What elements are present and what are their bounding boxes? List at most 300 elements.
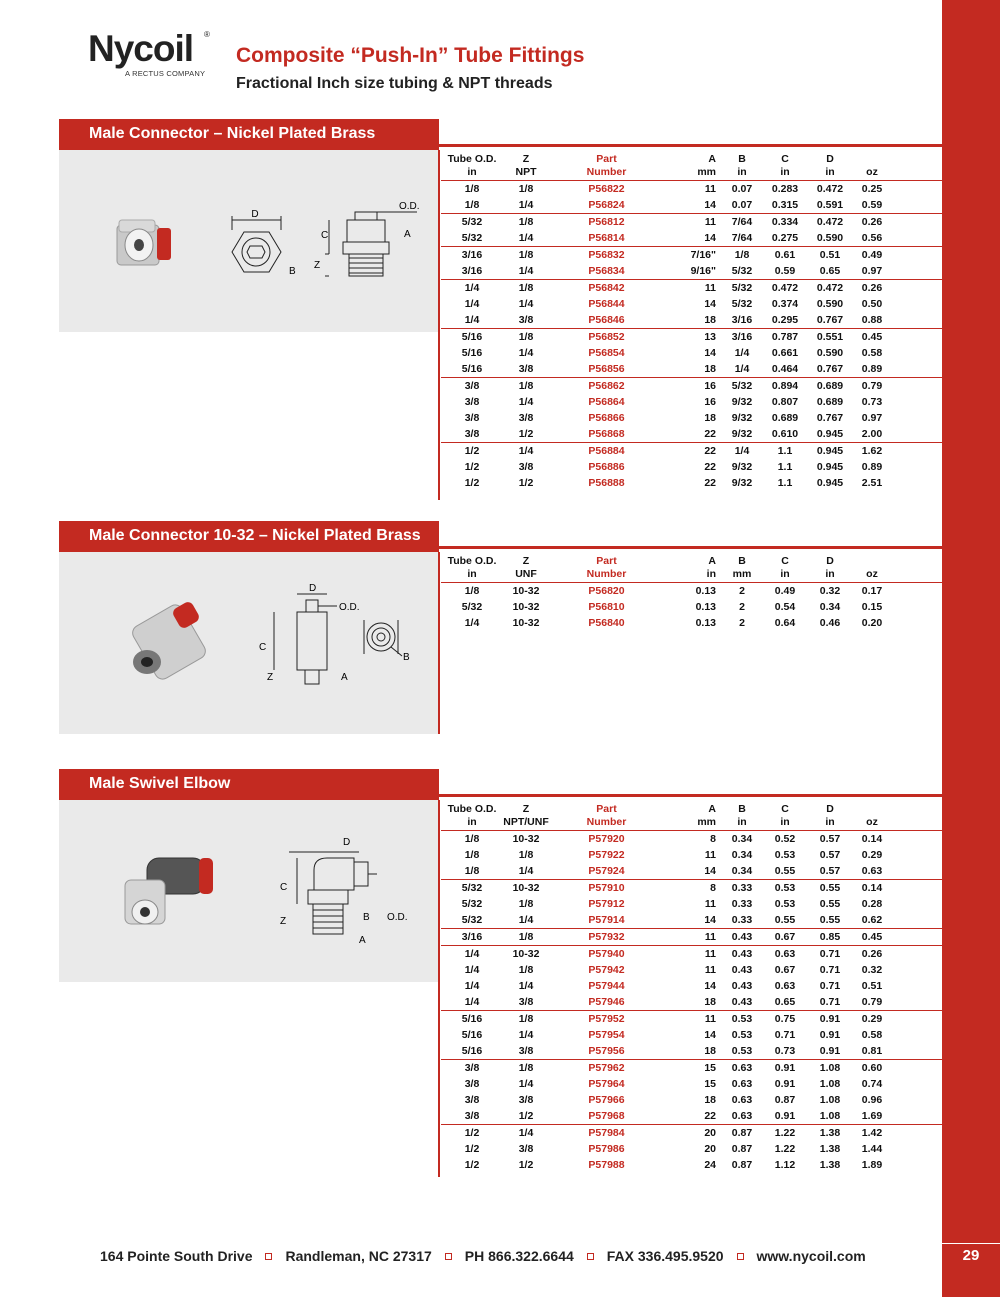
col-header-part: Part [596,555,617,567]
cell-z: 1/4 [518,914,534,926]
cell-part-number: P57964 [588,1078,625,1090]
cell-a: 14 [704,1029,716,1041]
cell-a: 11 [664,280,722,297]
section-header-male-connector [59,119,942,150]
cell-tube-od: 5/16 [441,329,503,346]
cell-a: 16 [704,396,716,408]
cell-part-number: P56884 [549,443,664,460]
cell-weight: 0.28 [861,898,883,910]
dim-label-d: D [251,209,259,220]
section-header-male-swivel-elbow [59,769,942,800]
cell-b: 1/8 [722,247,762,264]
cell-b: 1/4 [734,347,750,359]
cell-a: 15 [704,1078,716,1090]
cell-a: 16 [664,378,722,395]
product-image-area-male-connector [59,150,439,332]
cell-a: 22 [704,428,716,440]
table-row [441,345,942,361]
col-unit-d: in [808,166,852,181]
footer-website[interactable]: www.nycoil.com [756,1248,866,1264]
cell-c: 0.610 [771,428,799,440]
cell-d: 0.32 [819,585,841,597]
col-unit-b: in [722,816,762,831]
col-unit-c: in [762,568,808,583]
col-header-z: Z [522,555,530,567]
table-row [441,994,942,1011]
cell-b: 0.53 [722,1011,762,1028]
cell-part-number: P56834 [588,265,625,277]
cell-d: 0.689 [816,396,844,408]
end-view [364,620,402,656]
dim-label-b: B [403,652,410,663]
cell-part-number: P57910 [549,880,664,897]
cell-c: 0.55 [774,914,796,926]
cell-part-number: P56832 [549,247,664,264]
dim-label-od: O.D. [399,201,420,212]
cell-weight: 0.97 [861,412,883,424]
cell-part-number: P57962 [549,1060,664,1077]
cell-tube-od: 1/8 [464,833,480,845]
table-row [441,410,942,426]
cell-z: 1/8 [518,849,534,861]
table-row [441,831,942,848]
dim-label-z: Z [280,916,287,927]
cell-weight: 0.49 [852,247,892,264]
cell-d: 0.55 [819,898,841,910]
cell-c: 0.59 [774,265,796,277]
brand-logo [88,30,218,82]
col-unit-part: Number [549,816,664,831]
cell-a: 18 [704,412,716,424]
cell-tube-od: 1/2 [464,461,480,473]
cell-part-number: P56852 [549,329,664,346]
cell-weight: 0.96 [861,1094,883,1106]
cell-part-number: P56886 [588,461,625,473]
cell-b: 0.43 [722,929,762,946]
cell-part-number: P56840 [588,617,625,629]
cell-part-number: P56862 [549,378,664,395]
table-row [441,1043,942,1060]
col-unit-tube-od: in [441,166,503,181]
cell-part-number: P57966 [588,1094,625,1106]
cell-tube-od: 1/8 [464,199,480,211]
cell-d: 1.08 [808,1060,852,1077]
cell-c: 0.53 [762,880,808,897]
cell-d: 0.472 [808,280,852,297]
table-row [441,1027,942,1043]
cell-z: 1/8 [503,929,549,946]
cell-c: 0.91 [762,1060,808,1077]
col-header-tube-od: Tube O.D. [447,555,497,567]
cell-d: 0.91 [819,1029,841,1041]
cell-a: 0.13 [695,617,716,629]
cell-c: 0.275 [771,232,799,244]
cell-b: 0.43 [731,964,753,976]
cell-d: 0.91 [819,1045,841,1057]
cell-c: 0.65 [774,996,796,1008]
col-unit-weight: oz [852,816,892,831]
table-row [441,896,942,912]
cell-c: 0.63 [774,980,796,992]
cell-tube-od: 3/8 [464,1078,480,1090]
cell-d: 0.945 [816,461,844,473]
cell-c: 0.87 [774,1094,796,1106]
cell-weight: 0.26 [852,946,892,963]
cell-part-number: P56842 [549,280,664,297]
cell-weight: 0.73 [861,396,883,408]
cell-tube-od: 1/8 [464,865,480,877]
cell-part-number: P57956 [588,1045,625,1057]
cell-tube-od: 1/2 [464,1143,480,1155]
cell-a: 14 [704,199,716,211]
cell-a: 14 [704,232,716,244]
cell-d: 0.591 [816,199,844,211]
cell-weight: 0.14 [852,880,892,897]
cell-c: 0.53 [774,849,796,861]
separator-square [265,1253,272,1260]
cell-z: 1/8 [503,329,549,346]
col-unit-part: Number [549,166,664,181]
cell-z: 1/4 [518,298,534,310]
cell-tube-od: 3/8 [441,1060,503,1077]
cell-b: 9/32 [731,412,753,424]
dim-label-b: B [289,266,296,277]
cell-part-number: P57952 [549,1011,664,1028]
cell-b: 2 [739,617,745,629]
cell-a: 0.13 [695,601,716,613]
cell-a: 22 [664,443,722,460]
col-header-d: D [826,153,834,165]
cell-z: 3/8 [518,1045,534,1057]
cell-b: 0.07 [731,183,753,195]
cell-z: 3/8 [518,314,534,326]
col-unit-c: in [762,166,808,181]
male-connector-10-32-illustration [59,552,439,734]
table-row [441,1108,942,1125]
cell-c: 0.54 [774,601,796,613]
cell-c: 0.52 [774,833,796,845]
footer-address: 164 Pointe South Drive [100,1248,253,1264]
cell-tube-od: 3/16 [441,247,503,264]
cell-a: 18 [704,1045,716,1057]
side-view [274,594,337,684]
section-title: Male Swivel Elbow [89,775,231,792]
cell-part-number: P56868 [588,428,625,440]
cell-z: 1/4 [518,347,534,359]
cell-b: 1/4 [722,443,762,460]
cell-b: 0.87 [731,1159,753,1171]
col-unit-z: NPT [503,166,549,181]
cell-weight: 0.51 [861,980,883,992]
cell-z: 10-32 [512,601,540,613]
cell-b: 0.43 [722,946,762,963]
cell-z: 1/8 [518,183,534,195]
table-divider [438,800,440,1177]
cell-tube-od: 1/4 [464,996,480,1008]
cell-part-number: P57924 [588,865,625,877]
cell-b: 0.63 [731,1110,753,1122]
cell-d: 0.472 [808,214,852,231]
dim-label-z: Z [314,260,321,271]
dim-label-b: B [363,912,370,923]
cell-z: 1/2 [518,1110,534,1122]
cell-b: 5/32 [722,280,762,297]
cell-weight: 0.58 [861,1029,883,1041]
cell-b: 0.43 [731,996,753,1008]
cell-z: 1/8 [503,280,549,297]
cell-weight: 0.62 [861,914,883,926]
cell-b: 7/64 [731,232,753,244]
cell-tube-od: 5/16 [441,1011,503,1028]
cell-c: 1.22 [774,1143,796,1155]
cell-a: 14 [704,980,716,992]
cell-tube-od: 5/32 [461,601,483,613]
cell-weight: 0.45 [852,929,892,946]
cell-b: 0.63 [722,1060,762,1077]
cell-tube-od: 1/2 [441,1125,503,1142]
brand-tagline: A RECTUS COMPANY [125,69,206,78]
col-header-c: C [781,555,789,567]
cell-tube-od: 3/8 [464,1110,480,1122]
table-row [441,263,942,280]
page-number: 29 [942,1243,1000,1264]
cell-b: 0.34 [731,865,753,877]
cell-z: 3/8 [518,1094,534,1106]
cell-a: 20 [704,1143,716,1155]
table-divider [438,552,440,734]
cell-d: 1.08 [819,1110,841,1122]
cell-d: 0.71 [819,964,841,976]
cell-a: 20 [664,1125,722,1142]
cell-z: 1/4 [518,1029,534,1041]
cell-c: 1.12 [774,1159,796,1171]
cell-part-number: P57954 [588,1029,625,1041]
cell-b: 9/32 [731,477,753,489]
cell-c: 0.661 [771,347,799,359]
cell-weight: 0.79 [852,378,892,395]
cell-z: 1/2 [518,428,534,440]
col-unit-tube-od: in [441,816,503,831]
cell-d: 0.71 [819,996,841,1008]
cell-part-number: P56854 [588,347,625,359]
cell-z: 1/8 [503,1060,549,1077]
cell-b: 0.53 [731,1045,753,1057]
dim-label-c: C [280,882,288,893]
cell-c: 0.472 [762,280,808,297]
cell-b: 0.34 [731,849,753,861]
cell-tube-od: 1/8 [464,183,480,195]
cell-a: 11 [704,898,716,910]
cell-weight: 2.51 [861,477,883,489]
cell-part-number: P57968 [588,1110,625,1122]
cell-b: 0.63 [731,1078,753,1090]
cell-weight: 0.88 [861,314,883,326]
cell-b: 5/32 [731,265,753,277]
cell-b: 9/32 [731,461,753,473]
col-header-a: A [708,555,716,567]
dim-label-od: O.D. [387,912,408,923]
cell-a: 7/16" [664,247,722,264]
dim-label-c: C [259,642,267,653]
cell-d: 0.91 [808,1011,852,1028]
col-unit-a: mm [664,816,722,831]
col-header-c: C [781,803,789,815]
cell-weight: 1.62 [852,443,892,460]
cell-c: 0.689 [771,412,799,424]
cell-a: 8 [710,833,716,845]
cell-weight: 0.26 [852,280,892,297]
cell-part-number: P56822 [588,183,625,195]
cell-a: 18 [704,1094,716,1106]
col-unit-weight: oz [852,568,892,583]
cell-a: 11 [664,929,722,946]
cell-z: 10-32 [512,617,540,629]
col-unit-c: in [762,816,808,831]
cell-c: 0.75 [762,1011,808,1028]
cell-d: 0.57 [819,865,841,877]
col-header-weight [852,803,892,816]
registered-mark: ® [204,30,210,39]
col-unit-d: in [808,816,852,831]
cell-tube-od: 1/4 [464,314,480,326]
table-row [441,181,942,198]
page-subtitle: Fractional Inch size tubing & NPT threads [236,75,553,92]
table-row [441,1157,942,1173]
col-header-tube-od: Tube O.D. [447,153,497,165]
fitting-photo [125,858,213,924]
cell-b: 0.43 [731,980,753,992]
product-image-area-male-connector-10-32 [59,552,439,734]
cell-part-number: P56824 [588,199,625,211]
col-header-b: B [738,153,746,165]
cell-d: 0.767 [816,314,844,326]
cell-weight: 0.15 [861,601,883,613]
cell-c: 0.91 [774,1078,796,1090]
cell-tube-od: 5/32 [461,914,483,926]
cell-c: 0.55 [774,865,796,877]
cell-d: 0.65 [819,265,841,277]
male-connector-illustration [59,150,439,332]
cell-tube-od: 3/8 [464,396,480,408]
cell-z: 1/4 [518,396,534,408]
cell-z: 1/8 [503,247,549,264]
cell-part-number: P57944 [588,980,625,992]
cell-c: 0.315 [771,199,799,211]
cell-part-number: P57922 [588,849,625,861]
cell-part-number: P56814 [588,232,625,244]
cell-z: 3/8 [518,996,534,1008]
separator-square [737,1253,744,1260]
section-title: Male Connector 10-32 – Nickel Plated Brass [89,527,421,544]
cell-d: 0.71 [808,946,852,963]
cell-b: 1/4 [734,363,750,375]
cell-weight: 0.29 [861,849,883,861]
cell-part-number: P56888 [588,477,625,489]
cell-z: 1/4 [518,265,534,277]
col-header-part: Part [596,153,617,165]
cell-part-number: P56866 [588,412,625,424]
cell-b: 0.33 [731,898,753,910]
table-row [441,1076,942,1092]
col-header-b: B [738,803,746,815]
cell-z: 1/8 [518,898,534,910]
cell-a: 15 [664,1060,722,1077]
cell-c: 0.295 [771,314,799,326]
cell-part-number: P57914 [588,914,625,926]
table-row [441,230,942,247]
col-header-a: A [708,153,716,165]
table-row [441,1141,942,1157]
cell-d: 0.590 [816,232,844,244]
cell-c: 0.49 [774,585,796,597]
cell-c: 0.894 [762,378,808,395]
cell-c: 0.91 [774,1110,796,1122]
cell-tube-od: 3/8 [441,378,503,395]
table-row [441,929,942,946]
section-header-male-connector-10-32 [59,521,942,552]
dim-label-z: Z [267,672,274,683]
cell-c: 0.73 [774,1045,796,1057]
cell-part-number: P57942 [588,964,625,976]
cell-part-number: P57988 [588,1159,625,1171]
cell-b: 5/32 [731,298,753,310]
table-row [441,426,942,443]
cell-weight: 0.89 [861,461,883,473]
table-row [441,197,942,214]
cell-z: 1/4 [518,865,534,877]
table-row [441,329,942,346]
cell-part-number: P56810 [588,601,625,613]
cell-weight: 0.89 [861,363,883,375]
cell-weight: 0.45 [852,329,892,346]
cell-z: 1/2 [518,477,534,489]
cell-d: 0.767 [816,412,844,424]
cell-d: 0.57 [819,849,841,861]
cell-tube-od: 3/8 [464,1094,480,1106]
cell-b: 0.34 [731,833,753,845]
col-unit-b: in [722,166,762,181]
cell-weight: 1.44 [861,1143,883,1155]
cell-part-number: P57932 [549,929,664,946]
cell-a: 11 [664,946,722,963]
cell-weight: 0.14 [861,833,883,845]
table-divider [438,150,440,500]
table-row [441,946,942,963]
table-row [441,361,942,378]
table-row [441,280,942,297]
cell-z: 1/8 [503,1011,549,1028]
col-unit-a: in [664,568,722,583]
cell-c: 0.53 [774,898,796,910]
cell-tube-od: 1/4 [464,617,480,629]
cell-d: 0.767 [816,363,844,375]
cell-tube-od: 3/8 [464,428,480,440]
col-unit-weight: oz [852,166,892,181]
cell-tube-od: 1/4 [464,964,480,976]
cell-tube-od: 5/32 [441,214,503,231]
col-header-d: D [826,555,834,567]
cell-c: 0.67 [774,964,796,976]
cell-b: 3/16 [722,329,762,346]
table-row [441,847,942,863]
cell-weight: 0.79 [861,996,883,1008]
table-row [441,475,942,491]
table-row [441,962,942,978]
cell-a: 22 [704,477,716,489]
table-row [441,978,942,994]
cell-part-number: P56856 [588,363,625,375]
page-title: Composite “Push-In” Tube Fittings [236,44,585,67]
